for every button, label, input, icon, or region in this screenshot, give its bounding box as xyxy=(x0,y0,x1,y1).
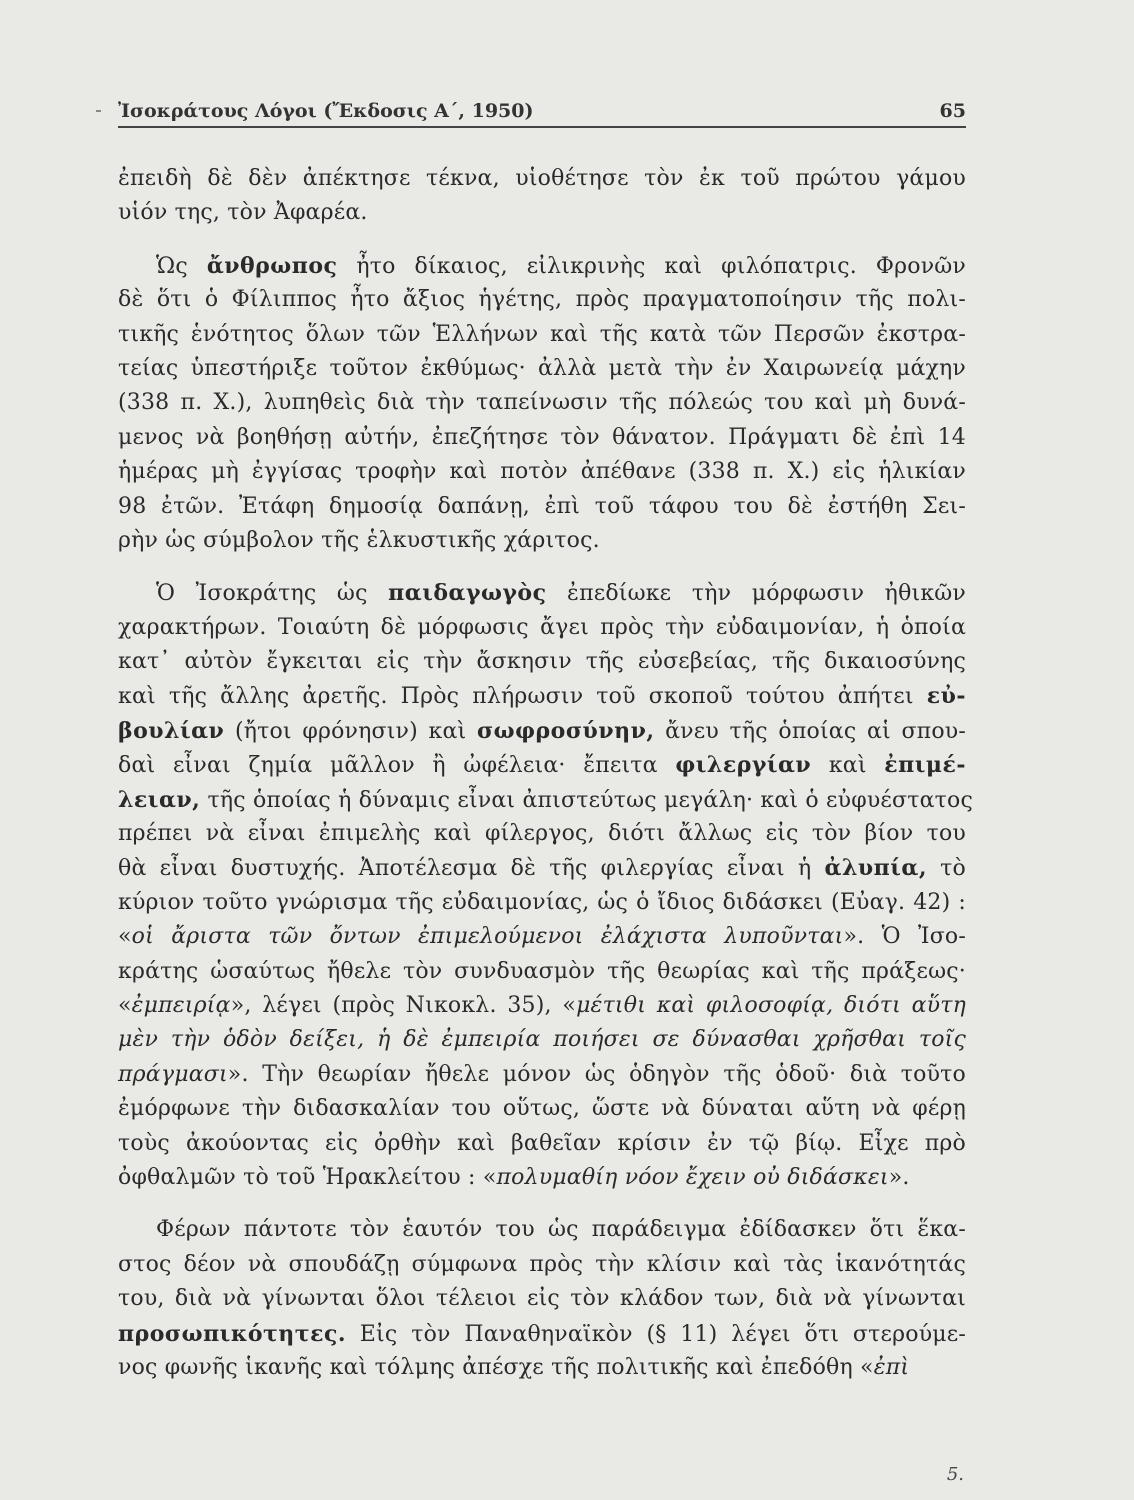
emphasis-bold: παιδαγωγὸς xyxy=(388,580,547,607)
text-run: μενος νὰ βοηθήσῃ αὐτήν, ἐπεζήτησε τὸν θάνατον. Πράγματι δὲ ἐπὶ 14 xyxy=(118,424,966,450)
emphasis-italic: πράγμασι xyxy=(118,1061,228,1087)
emphasis-bold: σωφροσύνην, xyxy=(476,717,655,744)
margin-mark xyxy=(96,110,101,112)
emphasis-bold: λειαν, xyxy=(118,786,201,813)
text-run: ρὴν ὡς σύμβολον τῆς ἑλκυστικῆς χάριτος. xyxy=(118,527,600,553)
text-line xyxy=(118,1127,966,1161)
text-run: ἐμόρφωνε τὴν διδασκαλίαν του οὕτως, ὥστε νὰ δύναται αὕτη νὰ φέρῃ xyxy=(118,1096,966,1122)
emphasis-bold: προσωπικότητες. xyxy=(118,1320,347,1347)
text-line xyxy=(118,196,966,230)
text-line xyxy=(118,1351,966,1385)
header-title: Ἰσοκράτους Λόγοι (Ἔκδοσις Α΄, 1950) xyxy=(118,100,534,122)
text-run: τῆς ὁποίας ἡ δύναμις εἶναι ἀπιστεύτως μεγάλη· καὶ ὁ εὐφυέστατος xyxy=(200,787,973,813)
text-run: κατ᾽ αὐτὸν ἔγκειται εἰς τὴν ἄσκησιν τῆς εὐσεβείας, τῆς δικαιοσύνης xyxy=(118,649,966,675)
text-run: τοὺς ἀκούοντας εἰς ὀρθὴν καὶ βαθεῖαν κρίσιν ἐν τῷ βίῳ. Εἶχε πρὸ xyxy=(118,1130,966,1156)
emphasis-italic: ἐμπειρίᾳ xyxy=(131,992,231,1018)
paragraph-gap xyxy=(118,231,966,249)
text-line xyxy=(118,920,966,954)
text-run: κράτης ὡσαύτως ἤθελε τὸν συνδυασμὸν τῆς θεωρίας καὶ τῆς πράξεως· xyxy=(118,958,966,984)
text-line xyxy=(118,1213,966,1247)
text-line xyxy=(118,162,966,196)
text-line xyxy=(118,249,966,283)
text-line xyxy=(118,714,966,748)
text-line xyxy=(118,524,966,558)
text-line xyxy=(118,645,966,679)
text-line xyxy=(118,455,966,489)
text-run: χαρακτήρων. Τοιαύτη δὲ μόρφωσις ἄγει πρὸς τὴν εὐδαιμονίαν, ἡ ὁποία xyxy=(118,614,966,640)
text-run: νος φωνῆς ἱκανῆς καὶ τόλμης ἀπέσχε τῆς πολιτικῆς καὶ ἐπεδόθη « xyxy=(118,1354,874,1380)
text-run: ». xyxy=(888,1164,910,1190)
signature-mark: 5. xyxy=(946,1464,964,1485)
text-line xyxy=(118,318,966,352)
text-line xyxy=(118,576,966,610)
text-run: ». Ὁ Ἰσο- xyxy=(843,924,966,950)
emphasis-italic: μέτιθι καὶ φιλοσοφίᾳ, διότι αὕτη xyxy=(576,992,966,1018)
emphasis-bold: ἐπιμέ- xyxy=(884,752,967,779)
text-line xyxy=(118,1248,966,1282)
text-line xyxy=(118,955,966,989)
paragraph-gap xyxy=(118,1195,966,1213)
text-line xyxy=(118,283,966,317)
text-line xyxy=(118,386,966,420)
emphasis-italic: ἐπὶ xyxy=(873,1354,910,1380)
text-line xyxy=(118,1023,966,1057)
text-line xyxy=(118,748,966,782)
text-run: ἄνευ τῆς ὁποίας αἱ σπου- xyxy=(654,718,966,744)
text-line xyxy=(118,421,966,455)
text-run: « xyxy=(118,992,132,1018)
text-line xyxy=(118,1282,966,1316)
emphasis-bold: εὐ- xyxy=(926,683,966,710)
text-run: ἐπειδὴ δὲ δὲν ἀπέκτησε τέκνα, υἱοθέτησε τὸν ἐκ τοῦ πρώτου γάμου xyxy=(118,166,966,191)
text-line xyxy=(118,1092,966,1126)
text-line xyxy=(118,989,966,1023)
emphasis-italic: μὲν τὴν ὁδὸν δείξει, ἡ δὲ ἐμπειρία ποιήσει σε δύνασθαι χρῆσθαι τοῖς xyxy=(118,1027,966,1053)
text-run: υἱόν της, τὸν Ἀφαρέα. xyxy=(118,200,368,226)
text-line xyxy=(118,679,966,713)
text-run: θὰ εἶναι δυστυχής. Ἀποτέλεσμα δὲ τῆς φιλεργίας εἶναι ἡ xyxy=(118,856,825,882)
text-run: του, διὰ νὰ γίνωνται ὅλοι τέλειοι εἰς τὸν κλάδον των, διὰ νὰ γίνωνται xyxy=(118,1286,966,1312)
text-run: ». Τὴν θεωρίαν ἤθελε μόνον ὡς ὁδηγὸν τῆς ὁδοῦ· διὰ τοῦτο xyxy=(227,1061,966,1087)
header-rule xyxy=(118,126,966,128)
text-run: τείας ὑπεστήριξε τοῦτον ἐκθύμως· ἀλλὰ μετὰ τὴν ἐν Χαιρωνείᾳ μάχην xyxy=(118,355,966,381)
text-run: ἦτο δίκαιος, εἰλικρινὴς καὶ φιλόπατρις. Φρονῶν xyxy=(337,253,966,279)
text-line xyxy=(118,611,966,645)
text-run: καὶ τῆς ἄλλης ἀρετῆς. Πρὸς πλήρωσιν τοῦ σκοποῦ τούτου ἀπήτει xyxy=(118,684,927,710)
text-line xyxy=(118,352,966,386)
text-line xyxy=(118,817,966,851)
text-run: « xyxy=(118,924,132,950)
paragraph-gap xyxy=(118,558,966,576)
text-line xyxy=(118,1161,966,1195)
text-line xyxy=(118,783,973,817)
emphasis-bold: ἄνθρωπος xyxy=(206,252,338,279)
text-line xyxy=(118,490,966,524)
text-run: Ὁ Ἰσοκράτης ὡς xyxy=(156,581,389,607)
running-header xyxy=(118,100,966,128)
emphasis-bold: βουλίαν xyxy=(118,717,225,744)
text-run: ὀφθαλμῶν τὸ τοῦ Ἡρακλείτου : « xyxy=(118,1164,497,1190)
text-line xyxy=(118,1317,966,1351)
text-run: στος δέον νὰ σπουδάζῃ σύμφωνα πρὸς τὴν κλίσιν καὶ τὰς ἱκανότητάς xyxy=(118,1251,966,1277)
emphasis-italic: πολυμαθίη νόον ἔχειν οὐ διδάσκει xyxy=(496,1164,889,1190)
text-run: τὸ xyxy=(926,856,966,882)
emphasis-bold: ἀλυπία, xyxy=(824,855,927,882)
emphasis-bold: φιλεργίαν xyxy=(675,752,812,779)
text-run: κύριον τοῦτο γνώρισμα τῆς εὐδαιμονίας, ὡς ὁ ἴδιος διδάσκει (Εὐαγ. 42) : xyxy=(118,889,966,915)
text-run: », λέγει (πρὸς Νικοκλ. 35), « xyxy=(230,992,577,1018)
text-run: ἡμέρας μὴ ἐγγίσας τροφὴν καὶ ποτὸν ἀπέθανε (338 π. Χ.) εἰς ἡλικίαν xyxy=(118,459,966,485)
text-run: πρέπει νὰ εἶναι ἐπιμελὴς καὶ φίλεργος, διότι ἄλλως εἰς τὸν βίον του xyxy=(118,821,966,847)
text-run: τικῆς ἑνότητος ὅλων τῶν Ἑλλήνων καὶ τῆς κατὰ τῶν Περσῶν ἐκστρα- xyxy=(118,321,966,347)
text-run: Ὡς xyxy=(156,253,207,279)
text-run: 98 ἐτῶν. Ἐτάφη δημοσίᾳ δαπάνῃ, ἐπὶ τοῦ τάφου του δὲ ἐστήθη Σει- xyxy=(118,493,966,519)
text-run: (338 π. Χ.), λυπηθεὶς διὰ τὴν ταπείνωσιν τῆς πόλεώς του καὶ μὴ δυνά- xyxy=(118,390,966,416)
page-number: 65 xyxy=(939,100,966,122)
text-run: δαὶ εἶναι ζημία μᾶλλον ἢ ὠφέλεια· ἔπειτα xyxy=(118,753,676,779)
text-run: ἐπεδίωκε τὴν μόρφωσιν ἠθικῶν xyxy=(546,581,966,607)
text-run: δὲ ὅτι ὁ Φίλιππος ἦτο ἄξιος ἡγέτης, πρὸς πραγματοποίησιν τῆς πολι- xyxy=(118,287,966,313)
text-line xyxy=(118,851,966,885)
text-line xyxy=(118,886,966,920)
text-run: Φέρων πάντοτε τὸν ἑαυτόν του ὡς παράδειγμα ἐδίδασκεν ὅτι ἕκα- xyxy=(156,1217,966,1243)
text-run: (ἤτοι φρόνησιν) καὶ xyxy=(224,718,477,744)
body-text xyxy=(118,162,973,1385)
emphasis-italic: οἱ ἄριστα τῶν ὄντων ἐπιμελούμενοι ἐλάχιστα λυποῦνται xyxy=(131,924,844,950)
text-line xyxy=(118,1058,966,1092)
text-run: Εἰς τὸν Παναθηναϊκὸν (§ 11) λέγει ὅτι στερούμε- xyxy=(346,1321,966,1347)
text-run: καὶ xyxy=(811,753,885,779)
